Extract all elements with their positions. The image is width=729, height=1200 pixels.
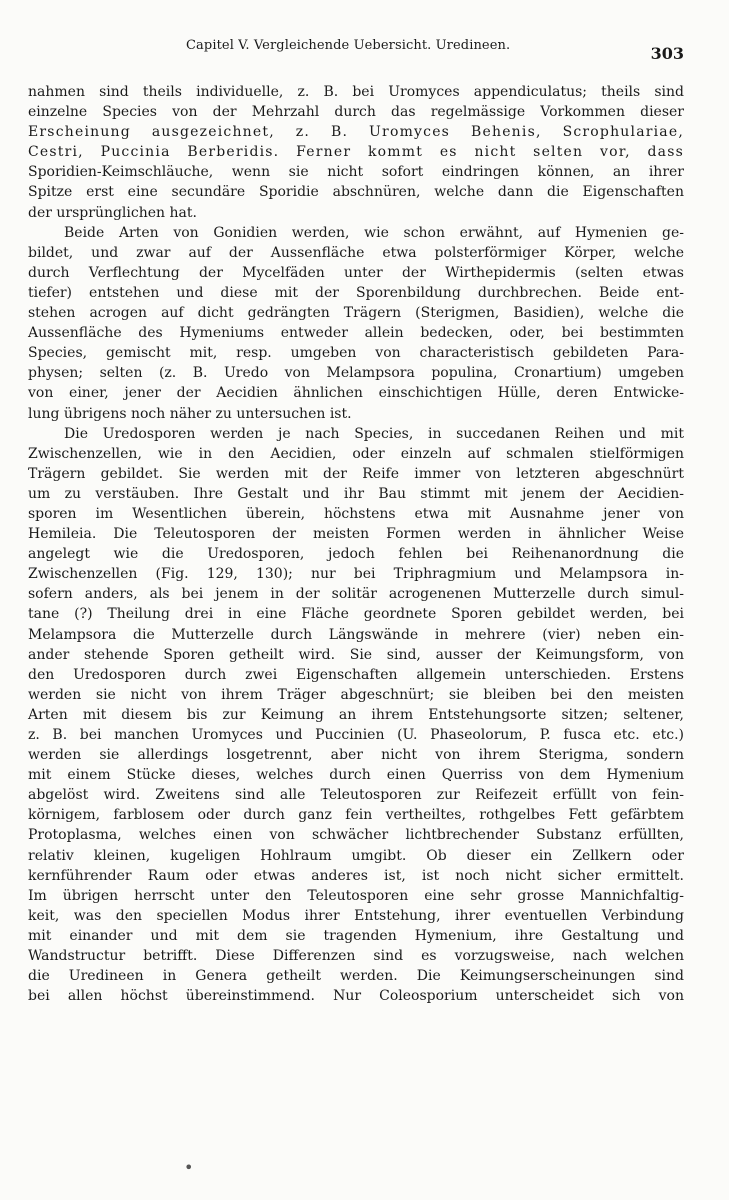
text-line: den Uredosporen durch zwei Eigenschaften allgemein unterschieden. Erstens — [28, 666, 684, 683]
text-line: werden sie allerdings losgetrennt, aber nicht von ihrem Sterigma, sondern — [28, 747, 684, 764]
text-line: Arten mit diesem bis zur Keimung an ihrem Entstehungsorte sitzen; seltener, — [28, 706, 684, 723]
text-line: lung übrigens noch näher zu untersuchen ist. — [28, 405, 352, 422]
body-text — [28, 82, 684, 1006]
text-line: Sporidien-Keimschläuche, wenn sie nicht sofort eindringen können, an ihrer — [28, 164, 684, 181]
text-line: Erscheinung ausgezeichnet, z. B. Uromyces Behenis, Scrophulariae, — [28, 124, 684, 141]
text-line: angelegt wie die Uredosporen, jedoch fehlen bei Reihenanordnung die — [28, 546, 684, 563]
text-line: werden sie nicht von ihrem Träger abgeschnürt; sie bleiben bei den meisten — [28, 686, 684, 703]
page-number: 303 — [650, 44, 684, 63]
text-line: bei allen höchst übereinstimmend. Nur Coleosporium unterscheidet sich von — [28, 988, 684, 1005]
paragraph-start-line: Die Uredosporen werden je nach Species, in succedanen Reihen und mit — [64, 425, 684, 442]
text-line: von einer, jener der Aecidien ähnlichen einschichtigen Hülle, deren Entwicke- — [28, 385, 684, 402]
text-line: durch Verflechtung der Mycelfäden unter der Wirthepidermis (selten etwas — [28, 264, 684, 281]
text-line: mit einem Stücke dieses, welches durch einen Querriss von dem Hymenium — [28, 767, 684, 784]
paragraph-start-line: Beide Arten von Gonidien werden, wie schon erwähnt, auf Hymenien ge- — [64, 224, 684, 241]
text-line: keit, was den speciellen Modus ihrer Entstehung, ihrer eventuellen Verbindung — [28, 907, 684, 924]
text-line: Protoplasma, welches einen von schwächer lichtbrechender Substanz erfüllten, — [28, 827, 684, 844]
text-line: nahmen sind theils individuelle, z. B. bei Uromyces appendiculatus; theils sind — [28, 84, 684, 100]
text-line: bildet, und zwar auf der Aussenfläche etwa polsterförmiger Körper, welche — [28, 244, 684, 261]
text-line: sporen im Wesentlichen überein, höchstens etwa mit Ausnahme jener von — [28, 505, 684, 522]
page-header — [28, 38, 688, 68]
text-line: Im übrigen herrscht unter den Teleutosporen eine sehr grosse Mannichfaltig- — [28, 887, 684, 904]
text-line: Wandstructur betrifft. Diese Differenzen sind es vorzugsweise, nach welchen — [28, 948, 684, 965]
text-line: einzelne Species von der Mehrzahl durch das regelmässige Vorkommen dieser — [28, 104, 684, 121]
text-line: Spitze erst eine secundäre Sporidie abschnüren, welche dann die Eigenschaften — [28, 184, 684, 201]
text-line: relativ kleinen, kugeligen Hohlraum umgibt. Ob dieser ein Zellkern oder — [28, 847, 684, 864]
text-line: mit einander und mit dem sie tragenden Hymenium, ihre Gestaltung und — [28, 927, 684, 944]
text-line: Species, gemischt mit, resp. umgeben von characteristisch gebildeten Para- — [28, 345, 684, 362]
text-line: stehen acrogen auf dicht gedrängten Trägern (Sterigmen, Basidien), welche die — [28, 305, 684, 322]
ink-speck: • — [184, 1158, 194, 1177]
text-line: sofern anders, als bei jenem in der solitär acrogenenen Mutterzelle durch simul- — [28, 586, 684, 603]
text-line: Hemileia. Die Teleutosporen der meisten Formen werden in ähnlicher Weise — [28, 526, 684, 543]
text-line: ander stehende Sporen getheilt wird. Sie sind, ausser der Keimungsform, von — [28, 646, 684, 663]
text-line: physen; selten (z. B. Uredo von Melampsora populina, Cronartium) umgeben — [28, 365, 684, 382]
text-line: z. B. bei manchen Uromyces und Puccinien (U. Phaseolorum, P. fusca etc. etc.) — [28, 727, 684, 743]
text-line: tiefer) entstehen und diese mit der Sporenbildung durchbrechen. Beide ent- — [28, 284, 684, 301]
text-line: die Uredineen in Genera getheilt werden. Die Keimungserscheinungen sind — [28, 968, 684, 985]
text-line: Melampsora die Mutterzelle durch Längswände in mehrere (vier) neben ein- — [28, 626, 684, 643]
text-line: um zu verstäuben. Ihre Gestalt und ihr Bau stimmt mit jenem der Aecidien- — [28, 485, 684, 502]
text-line: Zwischenzellen, wie in den Aecidien, oder einzeln auf schmalen stielförmigen — [28, 445, 684, 462]
text-line: abgelöst wird. Zweitens sind alle Teleutosporen zur Reifezeit erfüllt von fein- — [28, 787, 684, 804]
text-line: Zwischenzellen (Fig. 129, 130); nur bei Triphragmium und Melampsora in- — [28, 566, 684, 583]
text-line: kernführender Raum oder etwas anderes ist, ist noch nicht sicher ermittelt. — [28, 867, 684, 884]
running-title: Capitel V. Vergleichende Uebersicht. Uredineen. — [186, 38, 511, 53]
text-line: tane (?) Theilung drei in eine Fläche geordnete Sporen gebildet werden, bei — [28, 606, 684, 623]
text-line: der ursprünglichen hat. — [28, 204, 197, 221]
text-line: Cestri, Puccinia Berberidis. Ferner kommt es nicht selten vor, dass — [28, 144, 684, 161]
text-line: körnigem, farblosem oder durch ganz fein vertheiltes, rothgelbes Fett gefärbtem — [28, 807, 684, 824]
text-line: Trägern gebildet. Sie werden mit der Reife immer von letzteren abgeschnürt — [28, 465, 684, 482]
text-line: Aussenfläche des Hymeniums entweder allein bedecken, oder, bei bestimmten — [28, 325, 684, 342]
